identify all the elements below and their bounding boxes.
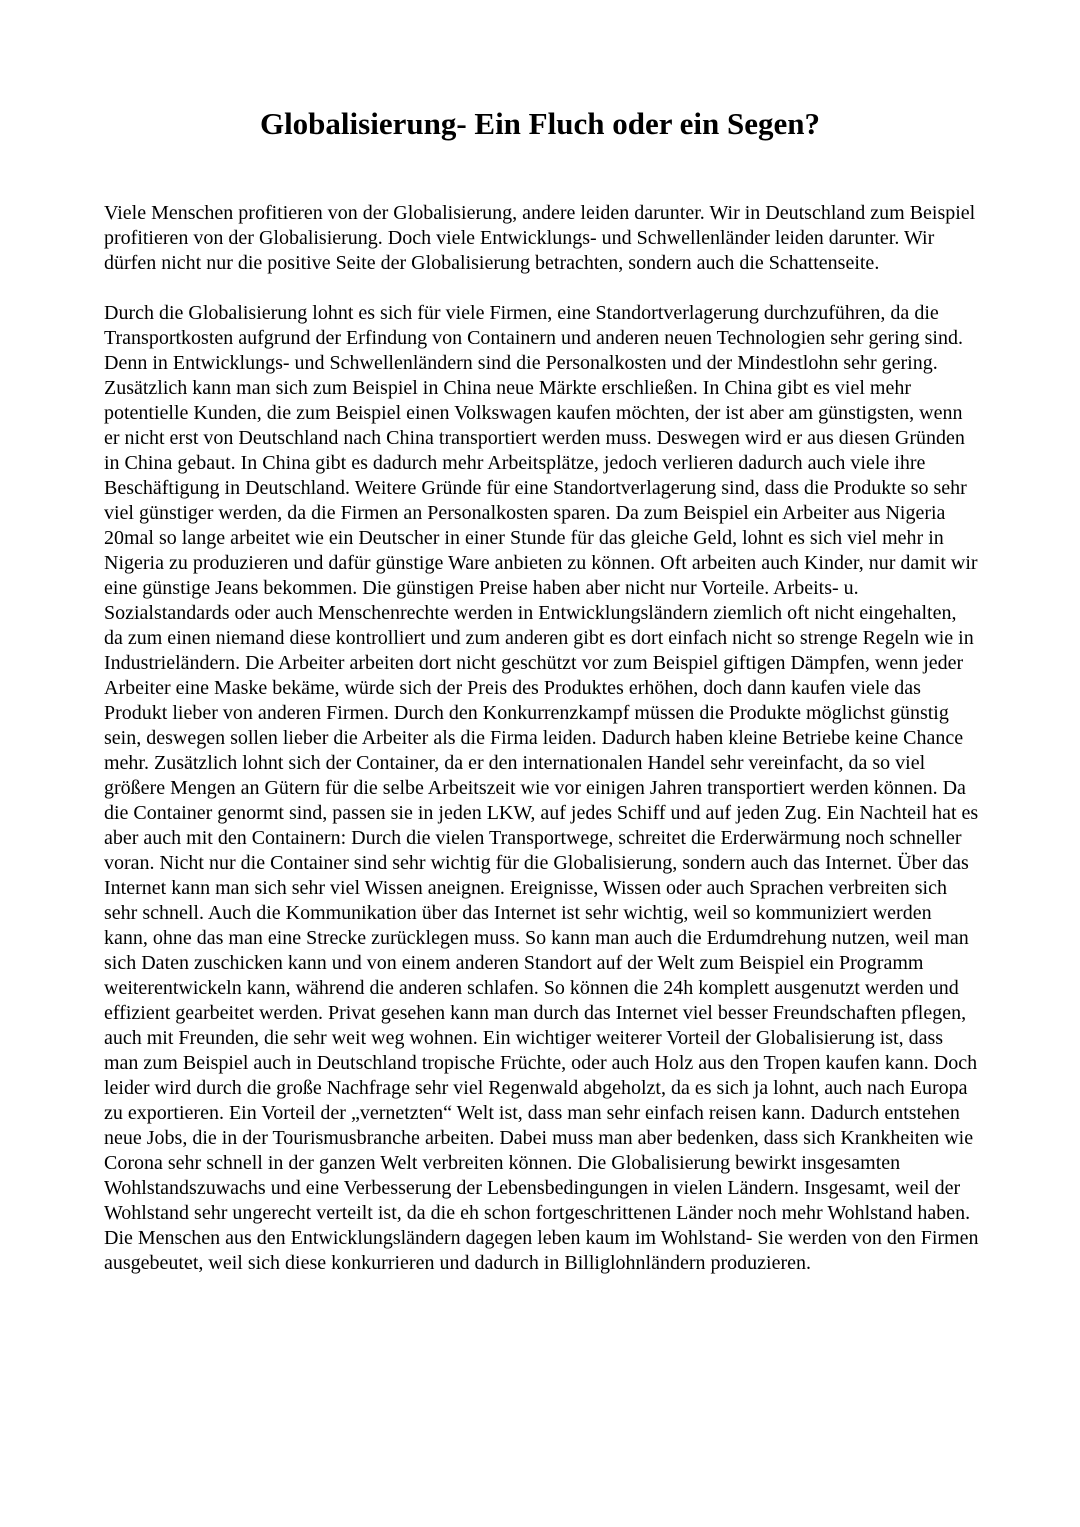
paragraph-main: Durch die Globalisierung lohnt es sich für viele Firmen, eine Standortverlagerung durchzuführen, da die Transportkosten aufgrund der Erfindung von Containern und anderen neuen Technologien sehr gering sind. Denn in Entwicklungs- und Schwellenländern sind die Personalkosten und der Mindestlohn sehr gering. Zusätzlich kann man sich zum Beispiel in China neue Märkte erschließen. In China gibt es viel mehr potentielle Kunden, die zum Beispiel einen Volkswagen kaufen möchten, der ist aber am günstigsten, wenn er nicht erst von Deutschland nach China transportiert werden muss. Deswegen wird er aus diesen Gründen in China gebaut. In China gibt es dadurch mehr Arbeitsplätze, jedoch verlieren dadurch auch viele ihre Beschäftigung in Deutschland. Weitere Gründe für eine Standortverlagerung sind, dass die Produkte so sehr viel günstiger werden, da die Firmen an Personalkosten sparen. Da zum Beispiel ein Arbeiter aus Nigeria 20mal so lange arbeitet wie ein Deutscher in einer Stunde für das gleiche Geld, lohnt es sich viel mehr in Nigeria zu produzieren und dafür günstige Ware anbieten zu können. Oft arbeiten auch Kinder, nur damit wir eine günstige Jeans bekommen. Die günstigen Preise haben aber nicht nur Vorteile. Arbeits- u. Sozialstandards oder auch Menschenrechte werden in Entwicklungsländern ziemlich oft nicht eingehalten, da zum einen niemand diese kontrolliert und zum anderen gibt es dort einfach nicht so strenge Regeln wie in Industrieländern. Die Arbeiter arbeiten dort nicht geschützt vor zum Beispiel giftigen Dämpfen, wenn jeder Arbeiter eine Maske bekäme, würde sich der Preis des Produktes erhöhen, doch dann kaufen viele das Produkt lieber von anderen Firmen. Durch den Konkurrenzkampf müssen die Produkte möglichst günstig sein, deswegen sollen lieber die Arbeiter als die Firma leiden. Dadurch haben kleine Betriebe keine Chance mehr. Zusätzlich lohnt sich der Container, da er den internationalen Handel sehr vereinfacht, da so viel größere Mengen an Gütern für die selbe Arbeitszeit wie vor einigen Jahren transportiert werden können. Da die Container genormt sind, passen sie in jeden LKW, auf jedes Schiff und auf jeden Zug. Ein Nachteil hat es aber auch mit den Containern: Durch die vielen Transportwege, schreitet die Erderwärmung noch schneller voran. Nicht nur die Container sind sehr wichtig für die Globalisierung, sondern auch das Internet. Über das Internet kann man sich sehr viel Wissen aneignen. Ereignisse, Wissen oder auch Sprachen verbreiten sich sehr schnell. Auch die Kommunikation über das Internet ist sehr wichtig, weil so kommuniziert werden kann, ohne das man eine Strecke zurücklegen muss. So kann man auch die Erdumdrehung nutzen, weil man sich Daten zuschicken kann und von einem anderen Standort auf der Welt zum Beispiel ein Programm weiterentwickeln kann, während die anderen schlafen. So können die 24h komplett ausgenutzt werden und effizient gearbeitet werden. Privat gesehen kann man durch das Internet viel besser Freundschaften pflegen, auch mit Freunden, die sehr weit weg wohnen. Ein wichtiger weiterer Vorteil der Globalisierung ist, dass man zum Beispiel auch in Deutschland tropische Früchte, oder auch Holz aus den Tropen kaufen kann. Doch leider wird durch die große Nachfrage sehr viel Regenwald abgeholzt, da es sich ja lohnt, auch nach Europa zu exportieren. Ein Vorteil der „vernetzten“ Welt ist, dass man sehr einfach reisen kann. Dadurch entstehen neue Jobs, die in der Tourismusbranche arbeiten. Dabei muss man aber bedenken, dass sich Krankheiten wie Corona sehr schnell in der ganzen Welt verbreiten können. Die Globalisierung bewirkt insgesamten Wohlstandszuwachs und eine Verbesserung der Lebensbedingungen in vielen Ländern. Insgesamt, weil der Wohlstand sehr ungerecht verteilt ist, da die eh schon fortgeschrittenen Länder noch mehr Wohlstand haben. Die Menschen aus den Entwicklungsländern dagegen leben kaum im Wohlstand- Sie werden von den Firmen ausgebeutet, weil sich diese konkurrieren und dadurch in Billiglohnländern produzieren.: [104, 302, 979, 1274]
document-title: Globalisierung- Ein Fluch oder ein Segen?: [259, 106, 821, 141]
document-body: [104, 201, 980, 1276]
paragraph-intro: Viele Menschen profitieren von der Globalisierung, andere leiden darunter. Wir in Deutschland zum Beispiel profitieren von der Globalisierung. Doch viele Entwicklungs- und Schwellenländer leiden darunter. Wir dürfen nicht nur die positive Seite der Globalisierung betrachten, sondern auch die Schattenseite.: [104, 202, 976, 274]
